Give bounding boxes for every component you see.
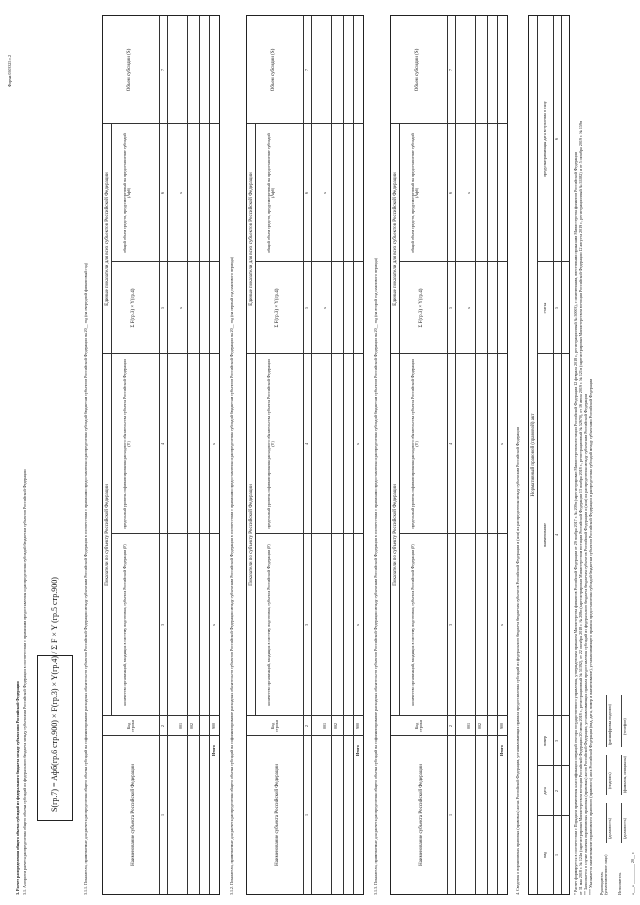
footnote-2: от 31 мая 2018 г. № 124н (зарегистрирован Министерством юстиции Российской Федерации 20 июня 2018 г., регистрационный № 51392), от 22 октября 2018 г. № 208н (зарегистрирован Министерством юстиции Российской Федерации 13 ноября 2018 г., регистрационный № 52670), от 16 июля 2019 г. № 121н (зарегистрирован Министерством юстиции Российской Федерации 12 августа 2019 г., регистрационный № 55582) и от 5 октября 2019 г. № 159н xyxy=(578,120,583,895)
t312-x-mark: x xyxy=(355,443,360,445)
t313-table xyxy=(390,15,508,895)
t311-total-label: Итого xyxy=(211,745,216,756)
t312-col-afb: общий объем средств, предусмотренный на предоставление субсидий (Aфб) xyxy=(266,133,275,253)
t313-x-mark: x xyxy=(499,443,504,445)
t311-col-afb: общий объем средств, предусмотренный на предоставление субсидий (Aфб) xyxy=(122,133,131,253)
t311-num-6: 6 xyxy=(160,192,165,194)
t312-col-sum: Σ F(гр.3) × Y(гр.4) xyxy=(275,288,280,328)
t311-num-4: 4 xyxy=(160,443,165,445)
t311-col-sum: Σ F(гр.3) × Y(гр.4) xyxy=(131,288,136,328)
footnote-1: * Расчет формируется в соответствии с Порядком применения классификации операций сектора государственного управления, утвержденным приказом Министерства финансов Российской Федерации от 29 ноября 2017 г. № 209н (зарегистрирован Министерством юстиции Российской Федерации 12 февраля 2018 г., регистрационный № 50003), с изменениями, внесенными приказами Министерства финансов Российской Федерации xyxy=(573,152,578,895)
t311-row-code: 002 xyxy=(189,723,194,729)
t313-col-s: Объем субсидии (S) xyxy=(415,48,420,92)
t312-num-4: 4 xyxy=(304,443,309,445)
t311-col-name: Наименование субъекта Российской Федерации xyxy=(131,764,136,866)
section4-col-type: вид xyxy=(542,851,547,859)
section4-col-article: статья xyxy=(542,302,547,314)
section4-title: 4. Сведения о нормативных правовых (правовых) актах Российской Федерации, устанавливающих правила предоставления субсидий из федерального бюджета бюджетам субъектов Российской Федерации и (или) их распределения между субъектами Российской Федерации xyxy=(515,427,520,895)
t312-total-code: 900 xyxy=(355,723,360,729)
t311-num-3: 3 xyxy=(160,624,165,626)
t313-col-afb: общий объем средств, предусмотренный на предоставление субсидий (Aфб) xyxy=(410,133,419,253)
section4-num-4: 4 xyxy=(554,534,559,536)
t312-group-subject: Показатели по субъекту Российской Федерации xyxy=(249,484,254,586)
t312-num-3: 3 xyxy=(304,624,309,626)
signature-hint-sign: (подпись) xyxy=(607,772,612,789)
t313-num-4: 4 xyxy=(448,443,453,445)
t311-col-f: количество организаций, входящих в систему подготовки, субъекта Российской Федерации (F) xyxy=(122,544,127,706)
t311-num-5: 5 xyxy=(160,307,165,309)
t312-col-code: Код строки xyxy=(270,720,279,732)
t313-col-code: Код строки xyxy=(414,720,423,732)
t312-row-code: 002 xyxy=(333,723,338,729)
t313-col-y: предельный уровень софинансирования расходного обязательства субъекта Российской Федерации (Y) xyxy=(410,359,419,529)
t313-row-code: 002 xyxy=(477,723,482,729)
t312-num-5: 5 xyxy=(304,307,309,309)
t311-col-code: Код строки xyxy=(126,720,135,732)
t312-heading: 3.1.2. Показатели, применяемые для расчета распределения общего объема субсидий на софинансирование расходных обязательств субъектов Российской Федерации между субъектами Российской Федерации в соответствии с правилами предоставления и распределения субсидий бюджетам субъектов Российской Федерации на 20__ год (на первый год планового периода) xyxy=(229,257,234,895)
signature-hint-position: (должность) xyxy=(622,818,627,839)
t312-x-mark: x xyxy=(355,624,360,626)
formula: S(гр.7) = Aфб(гр.6 стр.900) × F(гр.3) × Y(гр.4) / Σ F × Y (гр.5 стр.900) xyxy=(50,577,59,812)
formula-box xyxy=(37,577,73,821)
t311-group-subject: Показатели по субъекту Российской Федерации xyxy=(105,484,110,586)
signature-hint-position: (должность) xyxy=(607,818,612,839)
t313-row-code: 001 xyxy=(466,723,471,729)
t311-num-7: 7 xyxy=(160,69,165,71)
section4-col-date: дата xyxy=(542,787,547,795)
t313-total-label: Итого xyxy=(499,745,504,756)
signature-hint-initials: (фамилия, инициалы) xyxy=(622,756,627,793)
signature-hint-decoding: (расшифровка подписи) xyxy=(607,704,612,745)
t313-x-mark: x xyxy=(499,624,504,626)
t311-x-mark: x xyxy=(211,624,216,626)
t312-col-f: количество организаций, входящих в систему подготовки, субъекта Российской Федерации (F) xyxy=(266,544,271,706)
section4-num-6: 6 xyxy=(554,138,559,140)
t313-heading: 3.1.3. Показатели, применяемые для расчета распределения общего объема субсидий на софинансирование расходных обязательств субъектов Российской Федерации между субъектами Российской Федерации в соответствии с правилами предоставления и распределения субсидий бюджетам субъектов Российской Федерации на 20__ год (на второй год планового периода) xyxy=(373,258,378,895)
footnote-3: ** Заполняется в случае наличия нормативных правовых (правовых) актов Российской Федерации, устанавливающих правила предоставления субсидий из федерального бюджета бюджетам субъектов Российской Федерации и (или) их распределения между субъектами Российской Федерации xyxy=(583,394,588,895)
signature-date: «___» __________ 20__ г. xyxy=(630,851,635,895)
t312-x-mark: x xyxy=(322,307,327,309)
t313-col-sum: Σ F(гр.3) × Y(гр.4) xyxy=(419,288,424,328)
section4-group: Нормативный правовой (правовой) акт xyxy=(531,413,536,497)
t311-row-code: 001 xyxy=(178,723,183,729)
t312-col-s: Объем субсидии (S) xyxy=(271,48,276,92)
section4-num-3: 3 xyxy=(554,740,559,742)
t313-num-2: 2 xyxy=(448,725,453,727)
t313-total-code: 900 xyxy=(499,723,504,729)
section4-num-1: 1 xyxy=(554,854,559,856)
section4-num-2: 2 xyxy=(554,790,559,792)
signature-hint-phone: (телефон) xyxy=(622,718,627,735)
t311-col-y: предельный уровень софинансирования расходного обязательства субъекта Российской Федерации (Y) xyxy=(122,359,131,529)
t312-row-code: 001 xyxy=(322,723,327,729)
t312-num-7: 7 xyxy=(304,69,309,71)
t313-x-mark: x xyxy=(466,192,471,194)
t311-group-all: Единые показатели для всех субъектов Российской Федерации xyxy=(105,172,110,306)
t313-col-name: Наименование субъекта Российской Федерации xyxy=(419,764,424,866)
t313-num-3: 3 xyxy=(448,624,453,626)
t312-group-all: Единые показатели для всех субъектов Российской Федерации xyxy=(249,172,254,306)
t313-group-all: Единые показатели для всех субъектов Российской Федерации xyxy=(393,172,398,306)
signature-exec-label: Исполнитель xyxy=(617,872,622,895)
t311-x-mark: x xyxy=(178,192,183,194)
section4-num-5: 5 xyxy=(554,307,559,309)
t312-table xyxy=(246,15,364,895)
t311-num-1: 1 xyxy=(160,814,165,816)
t311-total-code: 900 xyxy=(211,723,216,729)
t313-num-6: 6 xyxy=(448,192,453,194)
section3-title: 3. Расчет распределения общего объема субсидий из федерального бюджета между субъектами Российской Федерации xyxy=(15,681,20,895)
t313-group-subject: Показатели по субъекту Российской Федерации xyxy=(393,484,398,586)
section4-col-title: наименование xyxy=(542,522,547,548)
section4-col-number: номер xyxy=(542,735,547,747)
t311-table xyxy=(102,15,220,895)
t311-col-s: Объем субсидии (S) xyxy=(127,48,132,92)
form-code: Форма 0503325 с.2 xyxy=(7,54,12,87)
t312-num-1: 1 xyxy=(304,814,309,816)
section4-table xyxy=(528,15,570,895)
t312-num-6: 6 xyxy=(304,192,309,194)
t313-num-1: 1 xyxy=(448,814,453,816)
footnote-4: *** Указывается наименование нормативного правового (правового) акта Российской Федерации (вид, дата, номер и наименование), устанавливающего правила предоставления субсидий бюджетам субъектов Российской Федерации и распределения субсидий между субъектами Российской Федерации xyxy=(588,378,593,895)
t312-x-mark: x xyxy=(322,192,327,194)
t311-num-2: 2 xyxy=(160,725,165,727)
t313-col-f: количество организаций, входящих в систему подготовки, субъекта Российской Федерации (F) xyxy=(410,544,415,706)
t313-x-mark: x xyxy=(466,307,471,309)
signature-head-label: Руководитель (уполномоченное лицо) xyxy=(599,854,608,895)
t312-num-2: 2 xyxy=(304,725,309,727)
t313-num-5: 5 xyxy=(448,307,453,309)
section4-col-effective-date: предусматривающая дата вступления в силу xyxy=(542,101,547,177)
section3-subtitle: 3.1. Алгоритм расчета распределения общего объема субсидий из федерального бюджета между субъектами Российской Федерации в соответствии с правилами предоставления и распределения субсидий бюджетам субъектов Российской Федерации xyxy=(22,469,27,895)
t312-col-y: предельный уровень софинансирования расходного обязательства субъекта Российской Федерации (Y) xyxy=(266,359,275,529)
t312-col-name: Наименование субъекта Российской Федерации xyxy=(275,764,280,866)
t313-num-7: 7 xyxy=(448,69,453,71)
t312-total-label: Итого xyxy=(355,745,360,756)
t311-x-mark: x xyxy=(178,307,183,309)
t311-heading: 3.1.1. Показатели, применяемые для расчета распределения общего объема субсидий на софинансирование расходных обязательств субъектов Российской Федерации между субъектами Российской Федерации в соответствии с правилами предоставления и распределения субсидий бюджетам субъектов Российской Федерации на 20__ год (на очередной финансовый год) xyxy=(83,262,88,895)
t311-x-mark: x xyxy=(211,443,216,445)
